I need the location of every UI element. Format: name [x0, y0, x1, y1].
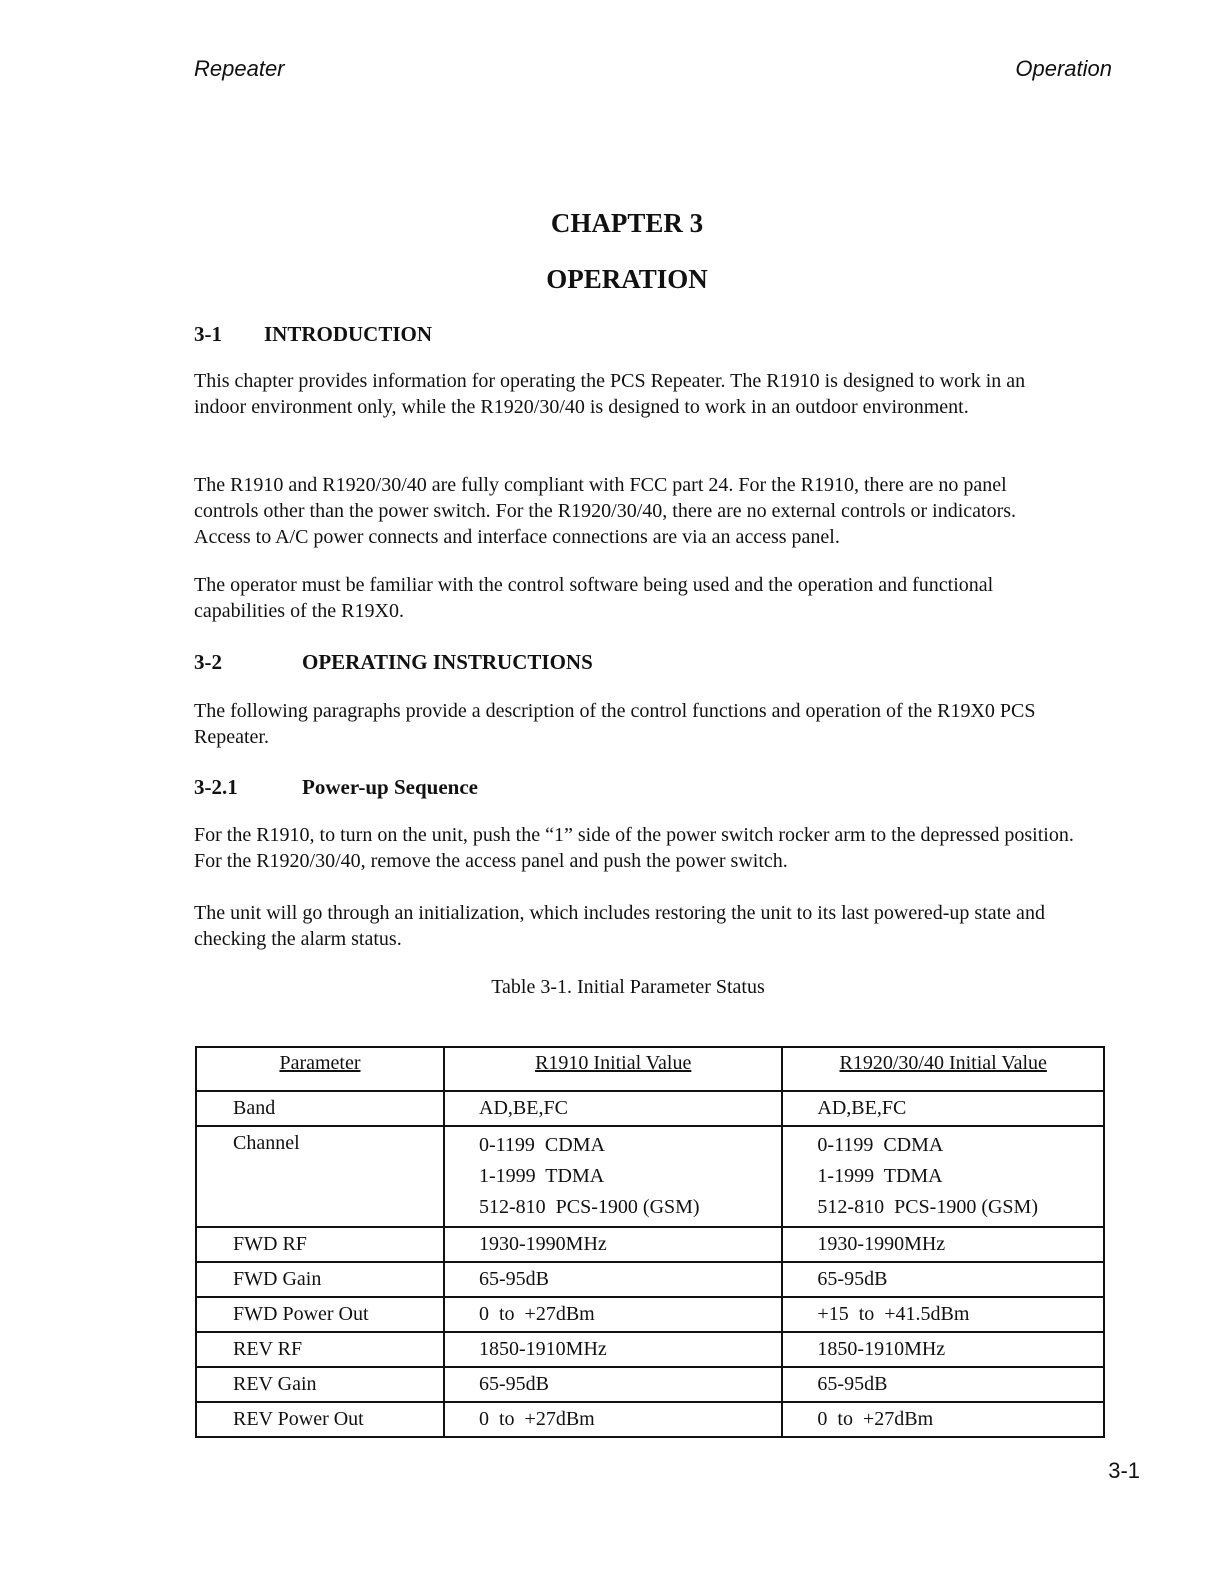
paragraph-power-1: For the R1910, to turn on the unit, push the “1” side of the power switch rocker arm to the depressed position. For the R1920/30/40, remove the access panel and push the power switch. — [194, 824, 1074, 872]
paragraph-operating: The following paragraphs provide a description of the control functions and operation of the R19X0 PCS Repeater. — [194, 700, 1036, 748]
paragraph-intro-3: The operator must be familiar with the control software being used and the operation and functional capabilities of the R19X0. — [194, 574, 994, 622]
section-title: OPERATING INSTRUCTIONS — [302, 650, 593, 674]
value-line: 0 to +27dBm — [479, 1408, 595, 1430]
r1910-value-cell — [444, 1297, 782, 1332]
value-line: 1930-1990MHz — [479, 1233, 607, 1255]
section-title: INTRODUCTION — [264, 322, 433, 346]
table-row — [196, 1297, 1104, 1332]
r1910-value-cell — [444, 1402, 782, 1437]
value-line: 512-810 PCS-1900 (GSM) — [479, 1196, 700, 1218]
value-line: 1-1999 TDMA — [479, 1165, 605, 1187]
parameter-cell: FWD RF — [196, 1227, 444, 1262]
r1920-value-cell — [782, 1297, 1104, 1332]
column-header-r1910: R1910 Initial Value — [444, 1047, 782, 1091]
r1910-value-cell — [444, 1227, 782, 1262]
table-row — [196, 1367, 1104, 1402]
section-number: 3-2 — [194, 650, 222, 674]
table-caption: Table 3-1. Initial Parameter Status — [491, 976, 765, 998]
value-line: 0 to +27dBm — [817, 1408, 934, 1430]
table-row — [196, 1091, 1104, 1126]
parameter-cell: Channel — [196, 1126, 444, 1227]
column-header-parameter: Parameter — [196, 1047, 444, 1091]
initial-parameter-table — [195, 1046, 1105, 1438]
r1910-value-cell — [444, 1332, 782, 1367]
parameter-cell: FWD Power Out — [196, 1297, 444, 1332]
section-number: 3-1 — [194, 322, 222, 346]
value-line: 1930-1990MHz — [817, 1233, 946, 1255]
parameter-cell: FWD Gain — [196, 1262, 444, 1297]
paragraph-intro-2: The R1910 and R1920/30/40 are fully compliant with FCC part 24. For the R1910, there are no panel controls other than the power switch. For the R1920/30/40, there are no external controls or indicators. Access to A/C power connects and interface connections are via an access panel. — [194, 474, 1017, 548]
section-heading-3-2 — [194, 650, 593, 675]
r1920-value-cell — [782, 1126, 1104, 1227]
section-title: Power-up Sequence — [302, 775, 478, 799]
table-row — [196, 1332, 1104, 1367]
paragraph-intro-1: This chapter provides information for operating the PCS Repeater. The R1910 is designed to work in an indoor environment only, while the R1920/30/40 is designed to work in an outdoor environment. — [194, 370, 1026, 418]
value-line: 0 to +27dBm — [479, 1303, 595, 1325]
section-heading-3-2-1 — [194, 775, 478, 800]
section-heading-3-1 — [194, 322, 432, 347]
paragraph-power-2: The unit will go through an initialization, which includes restoring the unit to its last powered-up state and checking the alarm status. — [194, 902, 1045, 950]
r1910-value-cell — [444, 1091, 782, 1126]
value-line: AD,BE,FC — [817, 1097, 907, 1119]
r1920-value-cell — [782, 1367, 1104, 1402]
value-line: 1850-1910MHz — [479, 1338, 607, 1360]
r1910-value-cell — [444, 1367, 782, 1402]
value-line: 0-1199 CDMA — [817, 1134, 944, 1156]
running-header-right: Operation — [1015, 56, 1112, 81]
parameter-cell: REV Power Out — [196, 1402, 444, 1437]
value-line: AD,BE,FC — [479, 1097, 568, 1119]
value-line: 65-95dB — [817, 1373, 888, 1395]
parameter-cell: REV RF — [196, 1332, 444, 1367]
value-line: 512-810 PCS-1900 (GSM) — [817, 1196, 1038, 1218]
value-line: 0-1199 CDMA — [479, 1134, 605, 1156]
parameter-cell: REV Gain — [196, 1367, 444, 1402]
parameter-cell: Band — [196, 1091, 444, 1126]
chapter-number: CHAPTER 3 — [550, 208, 704, 238]
value-line: 1-1999 TDMA — [817, 1165, 943, 1187]
chapter-title: OPERATION — [546, 264, 708, 294]
table-row — [196, 1262, 1104, 1297]
r1910-value-cell — [444, 1262, 782, 1297]
table-row — [196, 1402, 1104, 1437]
value-line: 65-95dB — [817, 1268, 888, 1290]
running-header-left: Repeater — [194, 56, 285, 81]
table-header-row — [196, 1047, 1104, 1091]
page-number: 3-1 — [1108, 1458, 1140, 1483]
r1910-value-cell — [444, 1126, 782, 1227]
table-row — [196, 1126, 1104, 1227]
section-number: 3-2.1 — [194, 775, 238, 799]
value-line: 65-95dB — [479, 1268, 549, 1290]
value-line: +15 to +41.5dBm — [817, 1303, 970, 1325]
table-row — [196, 1227, 1104, 1262]
r1920-value-cell — [782, 1262, 1104, 1297]
r1920-value-cell — [782, 1402, 1104, 1437]
value-line: 1850-1910MHz — [817, 1338, 946, 1360]
value-line: 65-95dB — [479, 1373, 549, 1395]
r1920-value-cell — [782, 1332, 1104, 1367]
r1920-value-cell — [782, 1091, 1104, 1126]
column-header-r1920: R1920/30/40 Initial Value — [782, 1047, 1104, 1091]
r1920-value-cell — [782, 1227, 1104, 1262]
